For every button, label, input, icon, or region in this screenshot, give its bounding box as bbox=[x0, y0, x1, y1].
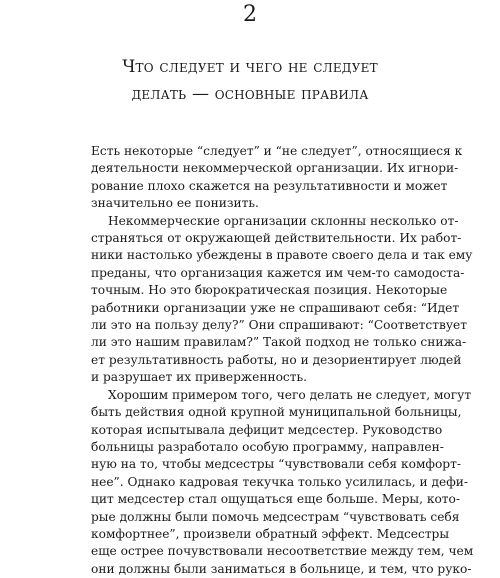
text-line: еще острее почувствовали несоответствие между тем, чем bbox=[91, 544, 474, 559]
text-line: быть действия одной крупной муниципальной больницы, bbox=[91, 405, 462, 420]
text-line: страняться от окружающей действительности. Их работ- bbox=[91, 231, 462, 246]
text-line: Некоммерческие организации склонны несколько от- bbox=[108, 213, 459, 228]
chapter-number: 2 bbox=[243, 2, 257, 27]
text-line: рые должны были помочь медсестрам “чувствовать себя bbox=[91, 509, 460, 524]
text-line: ли это нашим правилам?” Такой подход не только снижа- bbox=[91, 335, 467, 350]
text-line: комфортнее”, произвели обратный эффект. Медсестры bbox=[91, 526, 450, 541]
text-line: Хорошим примером того, чего делать не следует, могут bbox=[108, 387, 472, 402]
text-line: точным. Но это бюрократическая позиция. Некоторые bbox=[91, 283, 448, 298]
text-line: деятельности некоммерческой организации. Их игнори- bbox=[91, 161, 459, 176]
text-line: нее”. Однако кадровая текучка только усилилась, и дефи- bbox=[91, 474, 468, 489]
text-line: рование плохо скажется на результативности и может bbox=[91, 178, 448, 193]
text-line: больницы разработало особую программу, направлен- bbox=[91, 439, 444, 454]
chapter-title-line-2: делать — основные правила bbox=[131, 84, 369, 104]
text-line: ники настолько убеждены в правоте своего дела и так ему bbox=[91, 248, 473, 263]
text-line: ет результативность работы, но и дезориентирует людей bbox=[91, 352, 462, 367]
text-line: работники организации уже не спрашивают себя: “Идет bbox=[91, 300, 460, 315]
text-line: Есть некоторые “следует” и “не следует”, относящиеся к bbox=[91, 144, 463, 158]
body-text bbox=[91, 143, 474, 578]
text-line: ную на то, чтобы медсестры “чувствовали себя комфорт- bbox=[91, 457, 461, 472]
text-line: цит медсестер стал ощущаться еще больше. Меры, кото- bbox=[91, 492, 460, 507]
text-line: значительно ее понизить. bbox=[91, 196, 259, 211]
text-line: ли это на пользу делу?” Они спрашивают: “Соответствует bbox=[91, 318, 467, 333]
chapter-title-line-1: Что следует и чего не следует bbox=[122, 57, 378, 77]
text-line: они должны были заниматься в больнице, и тем, что руко- bbox=[91, 561, 472, 576]
text-line: и разрушает их приверженность. bbox=[91, 370, 307, 385]
text-line: которая испытывала дефицит медсестер. Руководство bbox=[91, 422, 443, 437]
text-line: преданы, что организация кажется им чем-то самодоста- bbox=[91, 265, 465, 280]
